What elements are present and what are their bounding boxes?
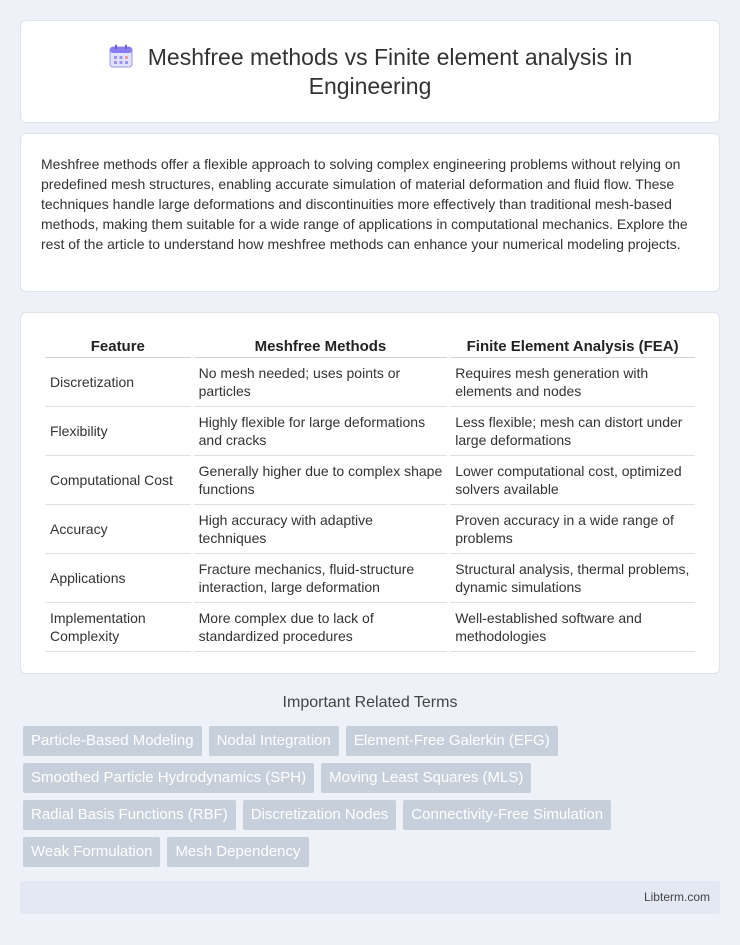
table-cell: Discretization bbox=[45, 358, 191, 407]
title-line-2: Engineering bbox=[308, 73, 432, 99]
table-cell: Fracture mechanics, fluid-structure interaction, large deformation bbox=[194, 554, 448, 603]
table-cell: Implementation Complexity bbox=[45, 603, 191, 652]
table-header-row bbox=[45, 335, 695, 358]
tag-discretization-nodes[interactable]: Discretization Nodes bbox=[243, 800, 397, 830]
table-row bbox=[45, 456, 695, 505]
table-cell: Structural analysis, thermal problems, dynamic simulations bbox=[450, 554, 695, 603]
related-tags-row bbox=[23, 726, 558, 756]
tag-mesh-dependency[interactable]: Mesh Dependency bbox=[167, 837, 308, 867]
header-meshfree: Meshfree Methods bbox=[194, 335, 448, 358]
tag-nodal-integration[interactable]: Nodal Integration bbox=[209, 726, 339, 756]
tag-mls[interactable]: Moving Least Squares (MLS) bbox=[321, 763, 531, 793]
tag-connectivity-free-simulation[interactable]: Connectivity-Free Simulation bbox=[403, 800, 611, 830]
related-tags-row bbox=[23, 800, 611, 830]
related-terms-title: Important Related Terms bbox=[282, 694, 458, 711]
table-cell: Generally higher due to complex shape functions bbox=[194, 456, 448, 505]
table-cell: Highly flexible for large deformations and cracks bbox=[194, 407, 448, 456]
page-title bbox=[21, 43, 719, 101]
footer bbox=[20, 881, 720, 914]
title-line-1: Meshfree methods vs Finite element analysis in bbox=[147, 44, 633, 70]
header-feature: Feature bbox=[45, 335, 191, 358]
table-cell: Applications bbox=[45, 554, 191, 603]
header-fea: Finite Element Analysis (FEA) bbox=[450, 335, 695, 358]
table-cell: Flexibility bbox=[45, 407, 191, 456]
comparison-card bbox=[20, 312, 720, 674]
tag-rbf[interactable]: Radial Basis Functions (RBF) bbox=[23, 800, 236, 830]
table-cell: Proven accuracy in a wide range of problems bbox=[450, 505, 695, 554]
table-cell: High accuracy with adaptive techniques bbox=[194, 505, 448, 554]
table-cell: More complex due to lack of standardized procedures bbox=[194, 603, 448, 652]
related-tags-row bbox=[23, 837, 309, 867]
table-cell: Lower computational cost, optimized solvers available bbox=[450, 456, 695, 505]
comparison-table bbox=[42, 335, 698, 652]
related-tags-row bbox=[23, 763, 531, 793]
tag-weak-formulation[interactable]: Weak Formulation bbox=[23, 837, 160, 867]
tag-element-free-galerkin[interactable]: Element-Free Galerkin (EFG) bbox=[346, 726, 558, 756]
table-cell: Requires mesh generation with elements and nodes bbox=[450, 358, 695, 407]
intro-card bbox=[20, 133, 720, 292]
table-row bbox=[45, 505, 695, 554]
table-row bbox=[45, 603, 695, 652]
table-row bbox=[45, 554, 695, 603]
table-cell: Less flexible; mesh can distort under large deformations bbox=[450, 407, 695, 456]
calendar-icon bbox=[108, 43, 134, 69]
table-cell: Computational Cost bbox=[45, 456, 191, 505]
footer-site-link[interactable]: Libterm.com bbox=[643, 890, 710, 904]
table-row bbox=[45, 358, 695, 407]
tag-sph[interactable]: Smoothed Particle Hydrodynamics (SPH) bbox=[23, 763, 314, 793]
table-cell: Well-established software and methodologies bbox=[450, 603, 695, 652]
table-cell: Accuracy bbox=[45, 505, 191, 554]
tag-particle-based-modeling[interactable]: Particle-Based Modeling bbox=[23, 726, 202, 756]
intro-paragraph: Meshfree methods offer a flexible approach to solving complex engineering problems without relying on predefined mesh structures, enabling accurate simulation of material deformation and fluid flow. These techniques handle large deformations and discontinuities more effectively than traditional mesh-based methods, making them suitable for a wide range of applications in computational mechanics. Explore the rest of the article to understand how meshfree methods can enhance your numerical modeling projects. bbox=[41, 156, 688, 252]
table-cell: No mesh needed; uses points or particles bbox=[194, 358, 448, 407]
table-row bbox=[45, 407, 695, 456]
title-card bbox=[20, 20, 720, 123]
